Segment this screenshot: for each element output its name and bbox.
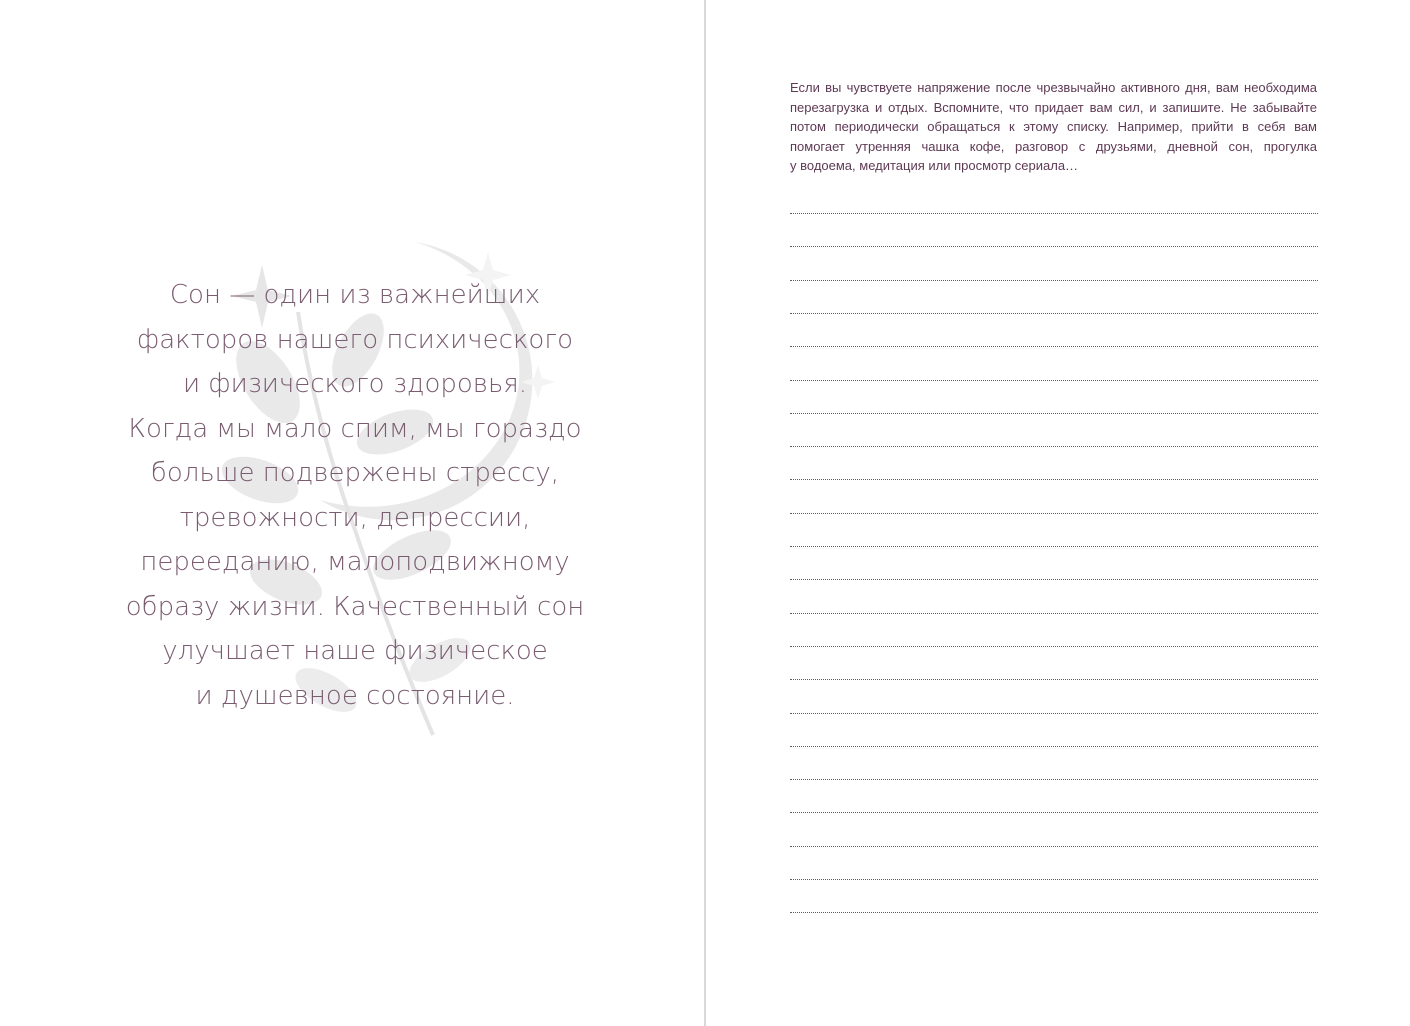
writing-line[interactable] xyxy=(790,579,1318,580)
instruction-line: потом периодически обращаться к этому списку. Например, прийти в себя вам xyxy=(790,119,1317,135)
writing-line[interactable] xyxy=(790,380,1318,381)
writing-line[interactable] xyxy=(790,446,1318,447)
quote-line: и душевное состояние. xyxy=(195,680,515,711)
writing-line[interactable] xyxy=(790,879,1318,880)
quote-line: и физического здоровья. xyxy=(182,369,528,399)
instruction-line: перезагрузка и отдых. Вспомните, что придает вам сил, и запишите. Не забывайте xyxy=(790,99,1317,115)
quote-line: тревожности, депрессии, xyxy=(179,502,531,533)
quote-line: факторов нашего психического xyxy=(137,324,573,355)
instruction-line: помогает утренняя чашка кофе, разговор с друзьями, дневной сон, прогулка xyxy=(790,138,1317,154)
writing-line[interactable] xyxy=(790,346,1318,347)
right-page xyxy=(706,0,1410,1026)
instruction-line: Если вы чувствуете напряжение после чрезвычайно активного дня, вам необходима xyxy=(790,80,1317,95)
writing-line[interactable] xyxy=(790,679,1318,680)
quote-line: Сон — один из важнейших xyxy=(169,280,541,310)
writing-line[interactable] xyxy=(790,613,1318,614)
instruction-line: у водоема, медитация или просмотр сериала… xyxy=(790,158,1079,174)
quote-line: Когда мы мало спим, мы гораздо xyxy=(128,413,582,444)
writing-line[interactable] xyxy=(790,213,1318,214)
writing-line[interactable] xyxy=(790,513,1318,514)
writing-line[interactable] xyxy=(790,280,1318,281)
quote-line: перееданию, малоподвижному xyxy=(140,547,570,577)
writing-line[interactable] xyxy=(790,746,1318,747)
writing-line[interactable] xyxy=(790,413,1318,414)
writing-line[interactable] xyxy=(790,713,1318,714)
quote-line: улучшает наше физическое xyxy=(162,636,548,666)
writing-line[interactable] xyxy=(790,912,1318,913)
writing-line[interactable] xyxy=(790,246,1318,247)
sleep-quote xyxy=(100,273,610,718)
writing-line[interactable] xyxy=(790,779,1318,780)
writing-line[interactable] xyxy=(790,846,1318,847)
writing-area[interactable] xyxy=(790,0,1318,1026)
writing-line[interactable] xyxy=(790,646,1318,647)
writing-line[interactable] xyxy=(790,812,1318,813)
writing-line[interactable] xyxy=(790,313,1318,314)
quote-line: образу жизни. Качественный сон xyxy=(125,591,585,622)
writing-line[interactable] xyxy=(790,546,1318,547)
writing-line[interactable] xyxy=(790,479,1318,480)
quote-line: больше подвержены стрессу, xyxy=(150,458,560,488)
